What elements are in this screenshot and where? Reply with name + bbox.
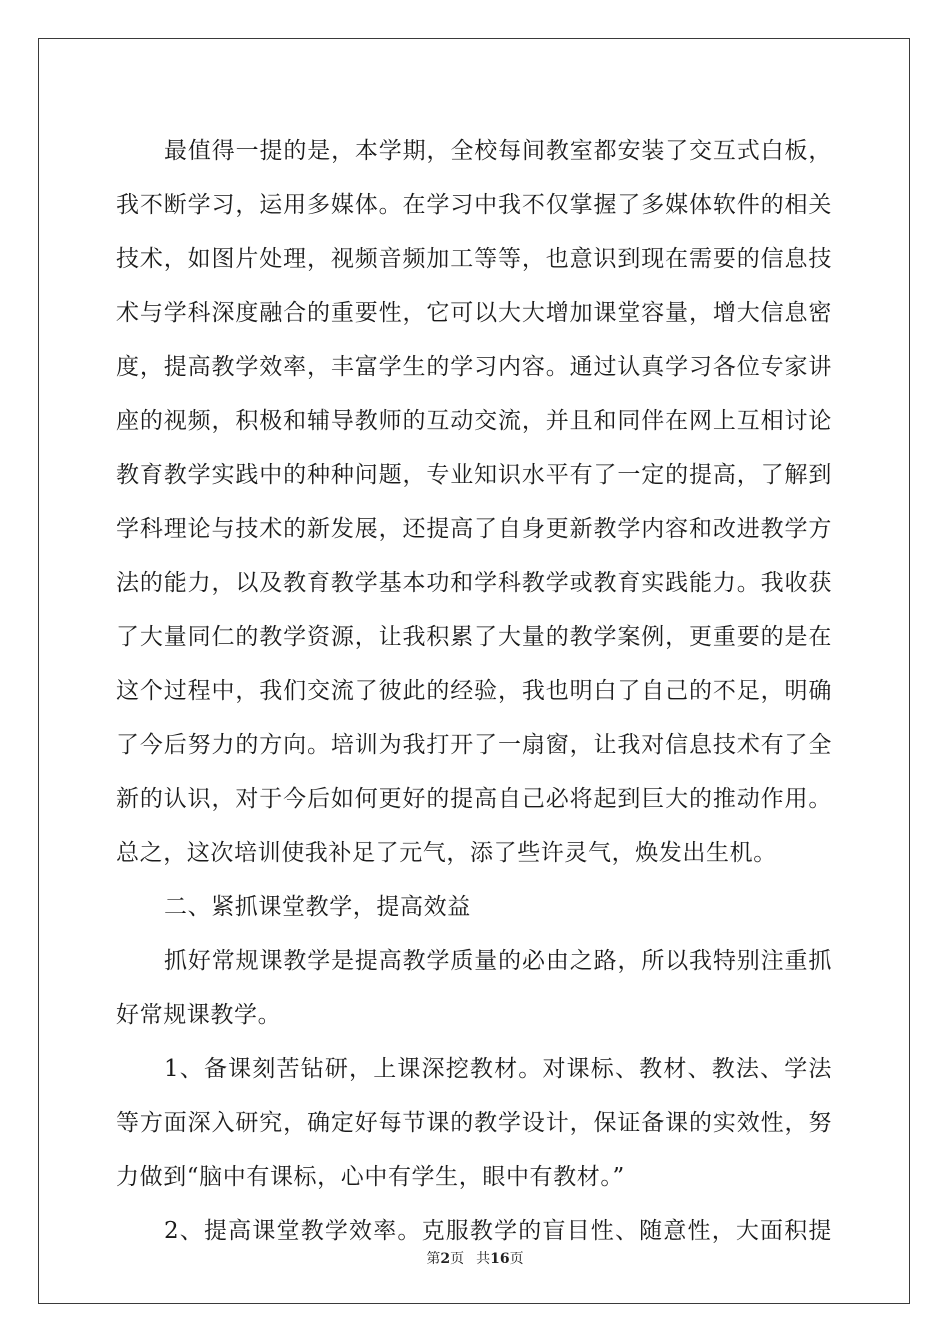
body-line: 总之，这次培训使我补足了元气，添了些许灵气，焕发出生机。 [116, 840, 777, 866]
body-line: 1、备课刻苦钻研，上课深挖教材。对课标、教材、教法、学法 [164, 1056, 832, 1082]
body-line: 我不断学习，运用多媒体。在学习中我不仅掌握了多媒体软件的相关 [116, 192, 832, 218]
body-line: 了大量同仁的教学资源，让我积累了大量的教学案例，更重要的是在 [116, 624, 832, 650]
body-line: 度，提高教学效率，丰富学生的学习内容。通过认真学习各位专家讲 [116, 354, 832, 380]
body-line: 了今后努力的方向。培训为我打开了一扇窗，让我对信息技术有了全 [116, 732, 832, 758]
body-line: 教育教学实践中的种种问题，专业知识水平有了一定的提高，了解到 [116, 462, 832, 488]
page-prefix: 第 [426, 1251, 441, 1267]
total-prefix: 共 [476, 1251, 491, 1267]
body-line: 抓好常规课教学是提高教学质量的必由之路，所以我特别注重抓 [164, 948, 832, 974]
document-body [116, 124, 832, 1258]
page-suffix: 页 [450, 1251, 465, 1267]
total-suffix: 页 [509, 1251, 524, 1267]
body-line: 学科理论与技术的新发展，还提高了自身更新教学内容和改进教学方 [116, 516, 832, 542]
body-line: 等方面深入研究，确定好每节课的教学设计，保证备课的实效性，努 [116, 1110, 832, 1136]
body-line: 座的视频，积极和辅导教师的互动交流，并且和同伴在网上互相讨论 [116, 408, 832, 434]
body-line: 法的能力，以及教育教学基本功和学科教学或教育实践能力。我收获 [116, 570, 832, 596]
body-line: 术与学科深度融合的重要性，它可以大大增加课堂容量，增大信息密 [116, 300, 832, 326]
body-line: 最值得一提的是，本学期，全校每间教室都安装了交互式白板， [164, 138, 832, 164]
page-number: 2 [440, 1251, 451, 1267]
body-line: 新的认识，对于今后如何更好的提高自己必将起到巨大的推动作用。 [116, 786, 832, 812]
body-line: 技术，如图片处理，视频音频加工等等，也意识到现在需要的信息技 [116, 246, 832, 272]
body-line: 2、提高课堂教学效率。克服教学的盲目性、随意性，大面积提 [164, 1218, 832, 1244]
body-line: 力做到“脑中有课标，心中有学生，眼中有教材。” [116, 1164, 625, 1190]
page-footer [0, 1248, 950, 1268]
body-line: 这个过程中，我们交流了彼此的经验，我也明白了自己的不足，明确 [116, 678, 832, 704]
body-line: 好常规课教学。 [116, 1002, 282, 1028]
total-pages: 16 [490, 1251, 510, 1267]
section-heading: 二、紧抓课堂教学，提高效益 [164, 894, 471, 920]
